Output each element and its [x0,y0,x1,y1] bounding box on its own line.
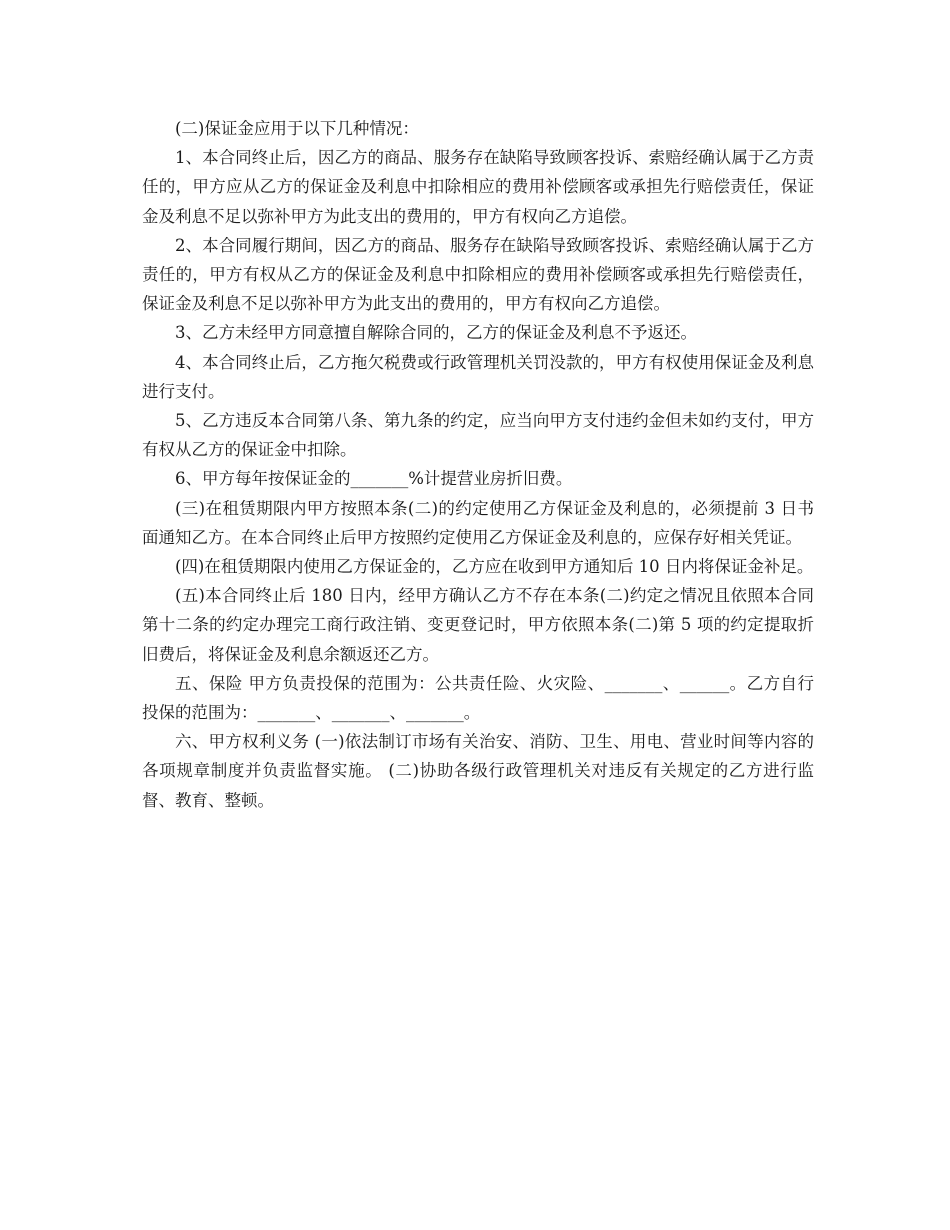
document-body [142,114,814,815]
paragraph-section-3: (三)在租赁期限内甲方按照本条(二)的约定使用乙方保证金及利息的，必须提前 3 日书面通知乙方。在本合同终止后甲方按照约定使用乙方保证金及利息的，应保存好相关凭证。 [142,498,814,547]
paragraph-clause-4: 4、本合同终止后，乙方拖欠税费或行政管理机关罚没款的，甲方有权使用保证金及利息进行支付。 [142,352,814,401]
paragraph-clause-5: 5、乙方违反本合同第八条、第九条的约定，应当向甲方支付违约金但未如约支付，甲方有权从乙方的保证金中扣除。 [142,411,814,460]
paragraph-clause-1: 1、本合同终止后，因乙方的商品、服务存在缺陷导致顾客投诉、索赔经确认属于乙方责任的，甲方应从乙方的保证金及利息中扣除相应的费用补偿顾客或承担先行赔偿责任，保证金及利息不足以弥补甲方为此支出的费用的，甲方有权向乙方追偿。 [142,148,814,226]
paragraph-section-5: (五)本合同终止后 180 日内，经甲方确认乙方不存在本条(二)约定之情况且依照本合同第十二条的约定办理完工商行政注销、变更登记时，甲方依照本条(二)第 5 项的约定提取折旧费后，将保证金及利息余额返还乙方。 [142,586,814,664]
paragraph-party-a-rights: 六、甲方权利义务 (一)依法制订市场有关治安、消防、卫生、用电、营业时间等内容的各项规章制度并负责监督实施。 (二)协助各级行政管理机关对违反有关规定的乙方进行监督、教育、整顿。 [142,732,814,810]
paragraph-clause-6: 6、甲方每年按保证金的_______%计提营业房折旧费。 [175,469,573,489]
paragraph-insurance: 五、保险 甲方负责投保的范围为：公共责任险、火灾险、_______、______。乙方自行投保的范围为：_______、_______、_______。 [142,673,814,723]
paragraph-clause-2: 2、本合同履行期间，因乙方的商品、服务存在缺陷导致顾客投诉、索赔经确认属于乙方责任的，甲方有权从乙方的保证金及利息中扣除相应的费用补偿顾客或承担先行赔偿责任，保证金及利息不足以弥补甲方为此支出的费用的，甲方有权向乙方追偿。 [142,235,814,314]
paragraph-deposit-usage-heading: (二)保证金应用于以下几种情况： [175,119,419,138]
paragraph-section-4: (四)在租赁期限内使用乙方保证金的，乙方应在收到甲方通知后 10 日内将保证金补足。 [175,557,814,577]
paragraph-clause-3: 3、乙方未经甲方同意擅自解除合同的，乙方的保证金及利息不予返还。 [175,323,697,343]
